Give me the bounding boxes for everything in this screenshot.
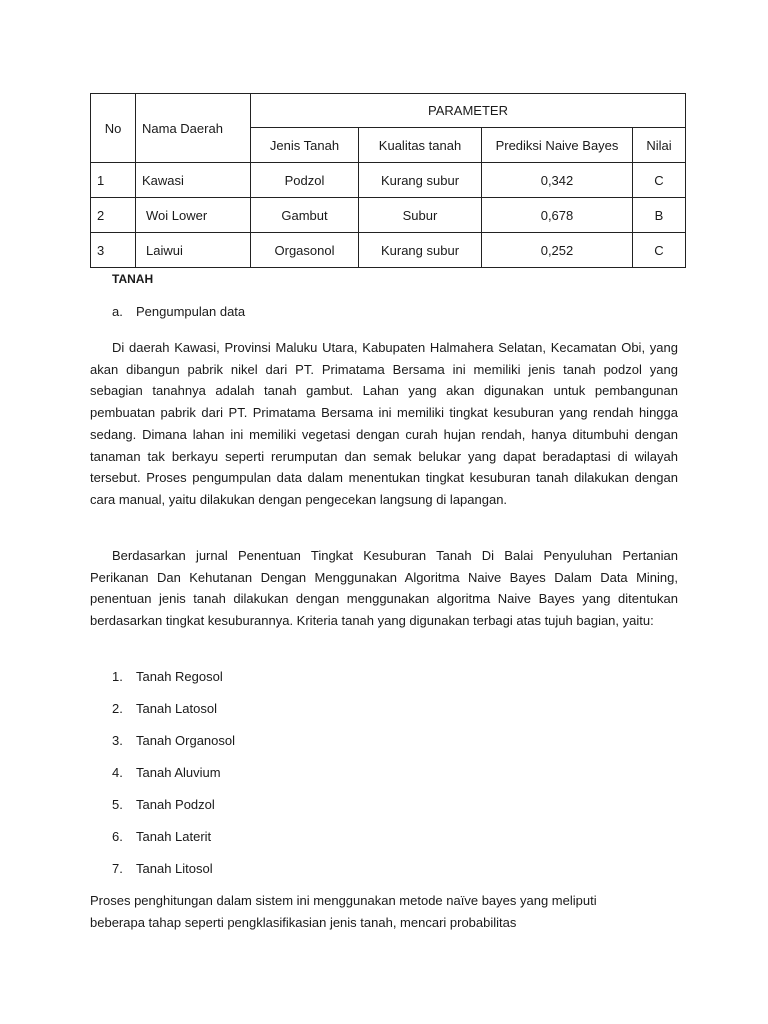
list-number: 3.	[112, 733, 123, 748]
list-text: Tanah Litosol	[136, 861, 213, 876]
header-kualitas-tanah: Kualitas tanah	[359, 128, 482, 163]
cell-kualitas: Subur	[359, 198, 482, 233]
header-no: No	[91, 94, 136, 163]
cell-nama: Woi Lower	[136, 198, 251, 233]
cell-kualitas: Kurang subur	[359, 163, 482, 198]
table-header-row	[91, 94, 686, 128]
table-row	[91, 163, 686, 198]
list-number: 1.	[112, 669, 123, 684]
header-nilai: Nilai	[633, 128, 686, 163]
list-text: Tanah Latosol	[136, 701, 217, 716]
paragraph-pengumpulan-data	[90, 337, 678, 511]
cell-no: 3	[91, 233, 136, 268]
paragraph-2-text: Berdasarkan jurnal Penentuan Tingkat Kesuburan Tanah Di Balai Penyuluhan Pertanian Perikanan Dan Kehutanan Dengan Menggunakan Algoritma Naive Bayes Dalam Data Mining, penentuan jenis tanah dilakukan dengan menggunakan algoritma Naive Bayes yang ditentukan berdasarkan tingkat kesuburannya. Kriteria tanah yang digunakan terbagi atas tujuh bagian, yaitu:	[90, 548, 678, 629]
list-text: Tanah Organosol	[136, 733, 236, 748]
cell-nilai: C	[633, 233, 686, 268]
cell-nilai: C	[633, 163, 686, 198]
parameter-table	[90, 93, 686, 268]
soil-types-list	[112, 667, 235, 891]
list-number: 7.	[112, 861, 123, 876]
cell-prediksi: 0,678	[482, 198, 633, 233]
cell-nama: Laiwui	[136, 233, 251, 268]
cell-prediksi: 0,252	[482, 233, 633, 268]
list-item	[112, 667, 235, 699]
cell-nama: Kawasi	[136, 163, 251, 198]
subheading	[112, 304, 245, 319]
list-text: Tanah Aluvium	[136, 765, 221, 780]
cell-prediksi: 0,342	[482, 163, 633, 198]
header-prediksi-naive-bayes: Prediksi Naive Bayes	[482, 128, 633, 163]
paragraph-proses: Proses penghitungan dalam sistem ini menggunakan metode naïve bayes yang meliputi beberapa tahap seperti pengklasifikasian jenis tanah, mencari probabilitas	[90, 893, 597, 930]
table-row	[91, 233, 686, 268]
subheading-text: Pengumpulan data	[136, 304, 246, 319]
list-item	[112, 827, 235, 859]
list-number: 2.	[112, 701, 123, 716]
cell-kualitas: Kurang subur	[359, 233, 482, 268]
table-row	[91, 198, 686, 233]
list-item	[112, 763, 235, 795]
paragraph-kriteria	[90, 545, 678, 632]
list-item	[112, 699, 235, 731]
list-item	[112, 731, 235, 763]
list-text: Tanah Laterit	[136, 829, 212, 844]
cell-no: 1	[91, 163, 136, 198]
list-text: Tanah Regosol	[136, 669, 223, 684]
list-text: Tanah Podzol	[136, 797, 215, 812]
header-jenis-tanah: Jenis Tanah	[251, 128, 359, 163]
header-parameter: PARAMETER	[251, 94, 686, 128]
cell-jenis: Podzol	[251, 163, 359, 198]
cell-jenis: Gambut	[251, 198, 359, 233]
list-item	[112, 859, 235, 891]
list-number: 5.	[112, 797, 123, 812]
cell-no: 2	[91, 198, 136, 233]
cell-jenis: Orgasonol	[251, 233, 359, 268]
section-label: TANAH	[112, 272, 154, 286]
list-number: 4.	[112, 765, 123, 780]
list-number: 6.	[112, 829, 123, 844]
cell-nilai: B	[633, 198, 686, 233]
header-nama-daerah: Nama Daerah	[136, 94, 251, 163]
list-item	[112, 795, 235, 827]
subheading-letter: a.	[112, 304, 123, 319]
paragraph-1-text: Di daerah Kawasi, Provinsi Maluku Utara, Kabupaten Halmahera Selatan, Kecamatan Obi, yang akan dibangun pabrik nikel dari PT. Primatama Bersama ini memiliki jenis tanah podzol yang sebagian tanahnya adalah tanah gambut. Lahan yang akan digunakan untuk pembangunan pembuatan pabrik dari PT. Primatama Bersama ini memiliki tingkat kesuburan yang rendah hingga sedang. Dimana lahan ini memiliki vegetasi dengan curah hujan rendah, hanya ditumbuhi dengan tanaman tak berkayu seperti rerumputan dan semak belukar yang dapat beradaptasi di wilayah tersebut. Proses pengumpulan data dalam menentukan tingkat kesuburan tanah dilakukan dengan cara manual, yaitu dilakukan dengan pengecekan langsung di lapangan.	[90, 340, 678, 507]
